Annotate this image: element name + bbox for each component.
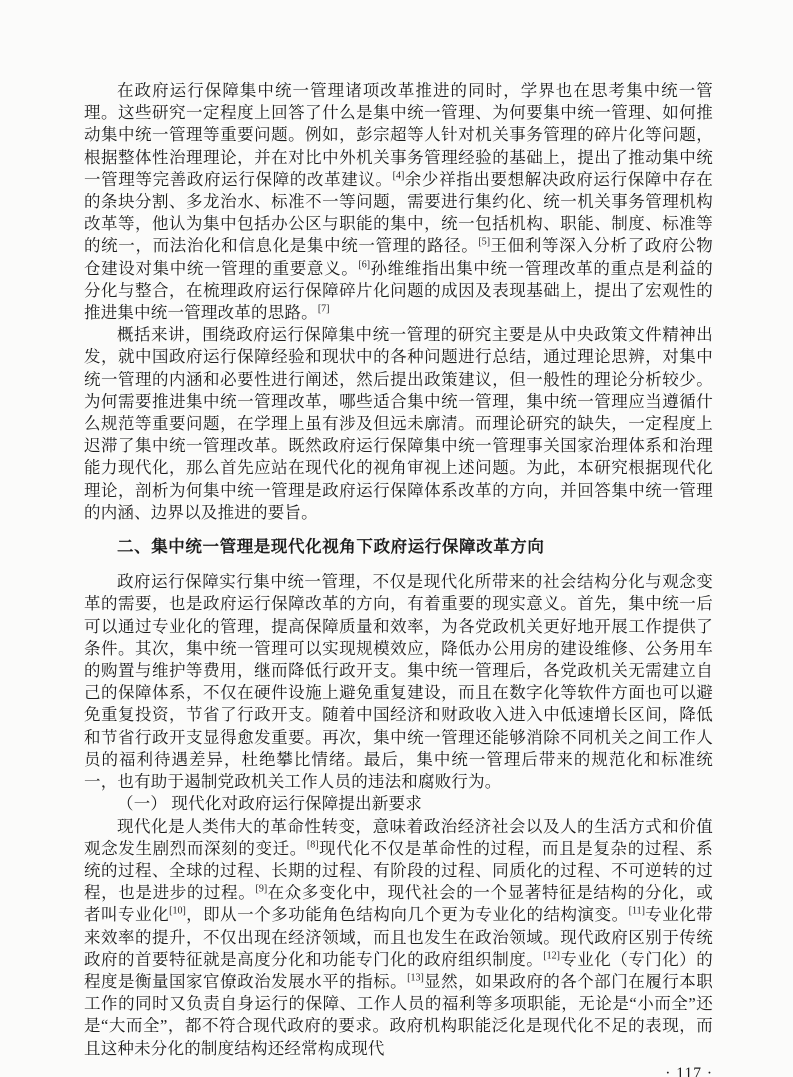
paragraph-practical-significance [84,571,713,793]
text-run: 显然，如果政府的各个部门在履行本职工作的同时又负责自身运行的保障、工作人员的福利等多项职能，无论是“小而全”还是“大而全”，都不符合现代政府的要求。政府机构职能泛化是现代化不足的表现，而且这种未分化的制度结构还经常构成现代 [84,971,713,1058]
text-run: 在众多变化中，现代社会的一个显著特征是结构的分化，或者叫专业化 [84,883,714,925]
paragraph-modernization-theory [84,816,713,1060]
text-run: （一） 现代化对政府运行保障提出新要求 [117,794,422,814]
text-run: 现代化是人类伟大的革命性转变，意味着政治经济社会以及人的生活方式和价值观念发生剧烈而深刻的变迁。 [84,816,713,858]
text-run: 政府运行保障实行集中统一管理，不仅是现代化所带来的社会结构分化与观念变革的需要，也是政府运行保障改革的方向，有着重要的现实意义。首先，集中统一后可以通过专业化的管理，提高保障质量和效率，为各党政机关更好地开展工作提供了条件。其次，集中统一管理可以实现规模效应，降低办公用房的建设维修、公务用车的购置与维护等费用，继而降低行政开支。集中统一管理后，各党政机关无需建立自己的保障体系，不仅在硬件设施上避免重复建设，而且在数字化等软件方面也可以避免重复投资，节省了行政开支。随着中国经济和财政收入进入中低速增长区间，降低和节省行政开支显得愈发重要。再次，集中统一管理还能够消除不同机关之间工作人员的福利待遇差异，杜绝攀比情绪。最后，集中统一管理后带来的规范化和标准统一，也有助于遏制党政机关工作人员的违法和腐败行为。 [84,572,713,792]
page-number: · 117 · [665,1064,713,1077]
text-run: ，即从一个多功能角色结构向几个更为专业化的结构演变。 [185,905,629,925]
section-heading-2 [84,536,713,558]
citation-ref: [9] [255,883,268,895]
citation-ref: [6] [358,259,371,271]
text-run: 概括来讲，围绕政府运行保障集中统一管理的研究主要是从中央政策文件精神出发，就中国政府运行保障经验和现状中的各种问题进行总结，通过理论思辨，对集中统一管理的内涵和必要性进行阐述，然后提出政策建议，但一般性的理论分析较少。为何需要推进集中统一管理改革，哪些适合集中统一管理，集中统一管理应当遵循什么规范等重要问题，在学理上虽有涉及但远未廓清。而理论研究的缺失，一定程度上迟滞了集中统一管理改革。既然政府运行保障集中统一管理事关国家治理体系和治理能力现代化，那么首先应站在现代化的视角审视上述问题。为此，本研究根据现代化理论，剖析为何集中统一管理是政府运行保障体系改革的方向，并回答集中统一管理的内涵、边界以及推进的要旨。 [84,325,713,522]
citation-ref: [13] [407,972,424,984]
subsection-heading-2-1 [84,793,713,815]
paragraph-literature-review [84,80,713,324]
citation-ref: [5] [478,236,491,248]
text-run: 二、集中统一管理是现代化视角下政府运行保障改革方向 [117,538,545,557]
page-body [84,80,713,1077]
citation-ref: [8] [306,839,319,851]
citation-ref: [10] [169,905,186,917]
text-run: 孙维维指出集中统一管理改革的重点是利益的分化与整合，在梳理政府运行保障碎片化问题的成因及表现基础上，提出了宏观性的推进集中统一管理改革的思路。 [84,258,714,323]
citation-ref: [4] [392,170,405,182]
text-run: 王佃利等深入分析了政府公物仓建设对集中统一管理的重要意义。 [84,236,713,278]
paragraph-research-gap [84,324,713,524]
citation-ref: [11] [628,905,645,917]
text-run: 在政府运行保障集中统一管理诸项改革推进的同时，学界也在思考集中统一管理。这些研究一定程度上回答了什么是集中统一管理、为何要集中统一管理、如何推动集中统一管理等重要问题。例如，彭宗超等人针对机关事务管理的碎片化等问题，根据整体性治理理论，并在对比中外机关事务管理经验的基础上，提出了推动集中统一管理等完善政府运行保障的改革建议。 [84,81,713,189]
citation-ref: [7] [317,303,330,315]
citation-ref: [12] [543,950,560,962]
text-run: 专业化（专门化）的程度是衡量国家官僚政治发展水平的指标。 [84,949,713,991]
text-run: 余少祥指出要想解决政府运行保障中存在的条块分割、多龙治水、标准不一等问题，需要进行集约化、统一机关事务管理机构改革等，他认为集中包括办公区与职能的集中，统一包括机构、职能、制度、标准等的统一，而法治化和信息化是集中统一管理的路径。 [84,169,713,256]
text-run: 现代化不仅是革命性的过程，而且是复杂的过程、系统的过程、全球的过程、长期的过程、有阶段的过程、同质化的过程、不可逆转的过程，也是进步的过程。 [84,838,713,903]
text-run: 专业化带来效率的提升，不仅出现在经济领域，而且也发生在政治领域。现代政府区别于传统政府的首要特征就是高度分化和功能专门化的政府组织制度。 [84,905,714,969]
